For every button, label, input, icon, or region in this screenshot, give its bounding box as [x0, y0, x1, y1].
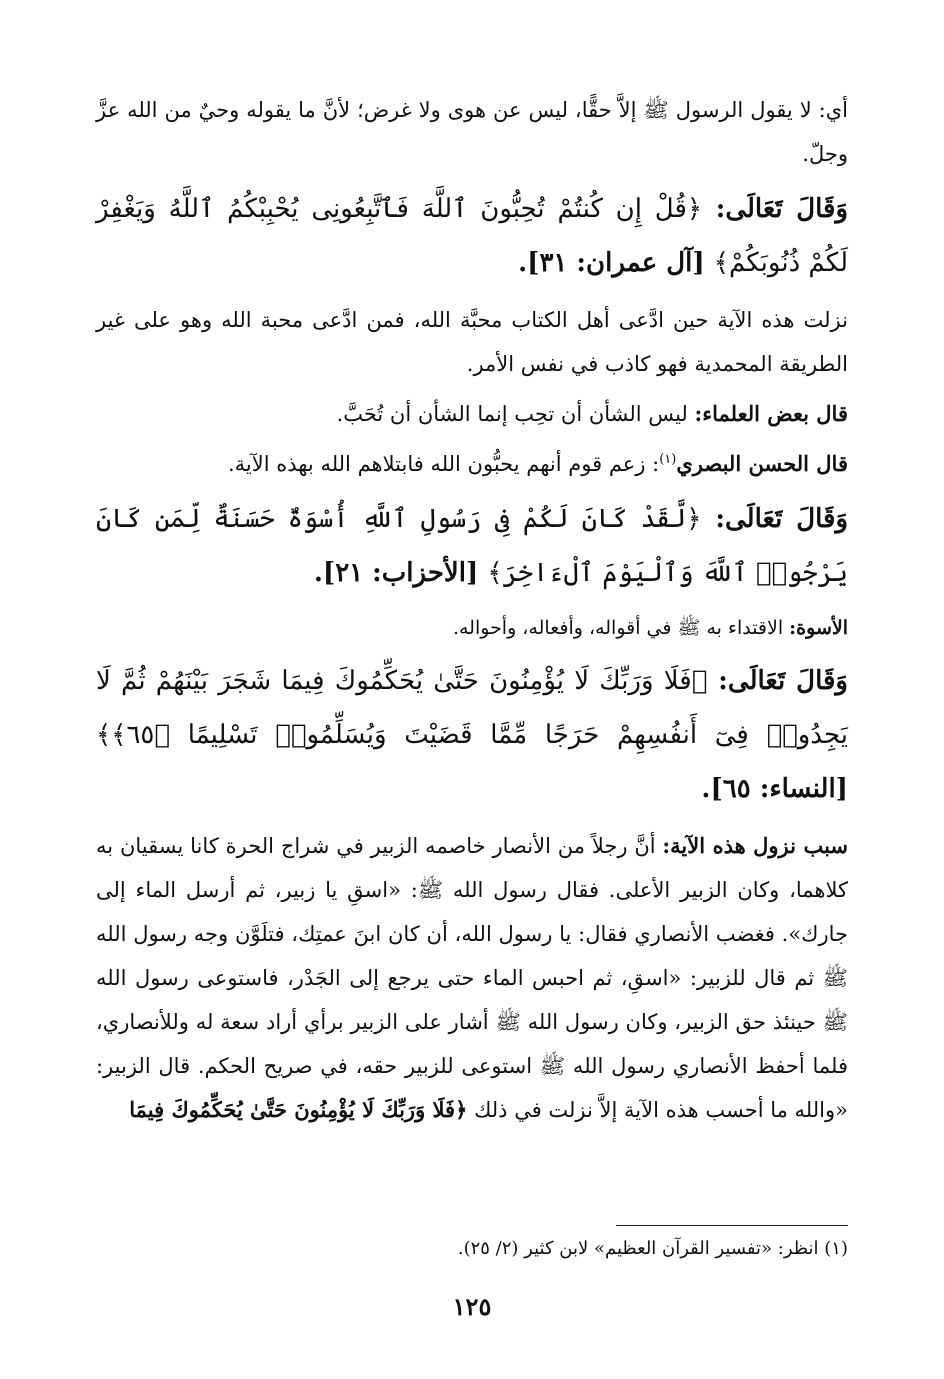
- verse-reference: [الأحزاب: ٢١].: [313, 558, 488, 588]
- verse-al-imran: [96, 182, 848, 290]
- paragraph-intro: أي: لا يقول الرسول ﷺ إلاَّ حقًّا، ليس عن هوى ولا غرض؛ لأنَّ ما يقوله وحيٌ من الله عزَّ وجلّ.: [96, 98, 848, 166]
- paragraph-scholars: [96, 392, 848, 436]
- term-label: الأسوة:: [789, 617, 848, 639]
- verse-lead: وَقَالَ تَعَالَى:: [701, 504, 849, 534]
- quran-text: ﴿فَلَا وَرَبِّكَ لَا يُؤْمِنُونَ حَتَّىٰ يُحَكِّمُوكَ فِيمَا شَجَرَ بَيْنَهُمْ ثُمَّ لَا يَجِدُوا۟ فِىٓ أَنفُسِهِمْ حَرَجًا مِّمَّا قَضَيْتَ وَيُسَلِّمُوا۟ تَسْلِيمًا ﴿٦٥﴾﴾: [96, 666, 848, 750]
- footnote: (١) انظر: «تفسير القرآن العظيم» لابن كثير (٢/ ٢٥).: [457, 1238, 848, 1259]
- page-body: [96, 88, 848, 1138]
- speaker-label: قال بعض العلماء:: [694, 401, 848, 426]
- paragraph-revelation: نزلت هذه الآية حين ادَّعى أهل الكتاب محبَّة الله، فمن ادَّعى محبة الله وهو على غير الطريقة المحمدية فهو كاذب في نفس الأمر.: [96, 308, 848, 376]
- section-label: سبب نزول هذه الآية:: [662, 833, 848, 858]
- verse-an-nisa: [96, 654, 848, 816]
- verse-reference: [النساء: ٦٥].: [701, 774, 848, 804]
- quran-inline: ﴿فَلَا وَرَبِّكَ لَا يُؤْمِنُونَ حَتَّىٰ يُحَكِّمُوكَ فِيمَا: [129, 1097, 468, 1122]
- paragraph-uswa: [96, 608, 848, 648]
- page-number: ١٢٥: [452, 1292, 492, 1321]
- verse-lead: وَقَالَ تَعَالَى:: [702, 194, 848, 224]
- quote-text: : زعم قوم أنهم يحبُّون الله فابتلاهم الله بهذه الآية.: [227, 452, 660, 476]
- verse-reference: [آل عمران: ٣١].: [518, 248, 714, 278]
- quote-text: ليس الشأن أن تحِب إنما الشأن أن تُحَبَّ.: [336, 402, 695, 426]
- footnote-divider: [616, 1225, 848, 1226]
- paragraph-hasan-basri: [96, 442, 848, 486]
- definition-text: الاقتداء به ﷺ في أقواله، وأفعاله، وأحواله.: [452, 617, 790, 639]
- quran-text: ﴿قُلْ إِن كُنتُمْ تُحِبُّونَ ٱللَّهَ فَٱتَّبِعُونِى يُحْبِبْكُمُ ٱللَّهُ وَيَغْفِرْ لَكُمْ ذُنُوبَكُمْ﴾: [96, 194, 848, 278]
- paragraph-occasion: [96, 824, 848, 1132]
- footnote-marker: (١): [659, 452, 677, 467]
- verse-al-ahzab: [96, 492, 848, 600]
- narration-text: أنَّ رجلاً من الأنصار خاصمه الزبير في شراج الحرة كانا يسقيان به كلاهما، وكان الزبير الأعلى. فقال رسول الله ﷺ: «اسقِ يا زبير، ثم أرسل الماء إلى جارك». فغضب الأنصاري فقال: يا رسول الله، أن كان ابنَ عمتِك، فتلَوَّن وجه رسول الله ﷺ ثم قال للزبير: «اسقِ، ثم احبس الماء حتى يرجع إلى الجَدْر، فاستوعى رسول الله ﷺ حينئذ حق الزبير، وكان رسول الله ﷺ أشار على الزبير برأي أراد سعة له وللأنصاري، فلما أحفظ الأنصاري رسول الله ﷺ استوعى للزبير حقه، في صريح الحكم. قال الزبير: «والله ما أحسب هذه الآية إلاَّ نزلت في ذلك: [96, 834, 848, 1122]
- verse-lead: وَقَالَ تَعَالَى:: [707, 666, 848, 696]
- speaker-label: قال الحسن البصري: [676, 451, 848, 476]
- quran-text: ﴿لَّقَدْ كَانَ لَكُمْ فِى رَسُولِ ٱللَّهِ أُسْوَةٌ حَسَنَةٌ لِّمَن كَانَ يَرْجُوا۟ ٱللَّهَ وَٱلْيَوْمَ ٱلْءَاخِرَ﴾: [96, 504, 848, 588]
